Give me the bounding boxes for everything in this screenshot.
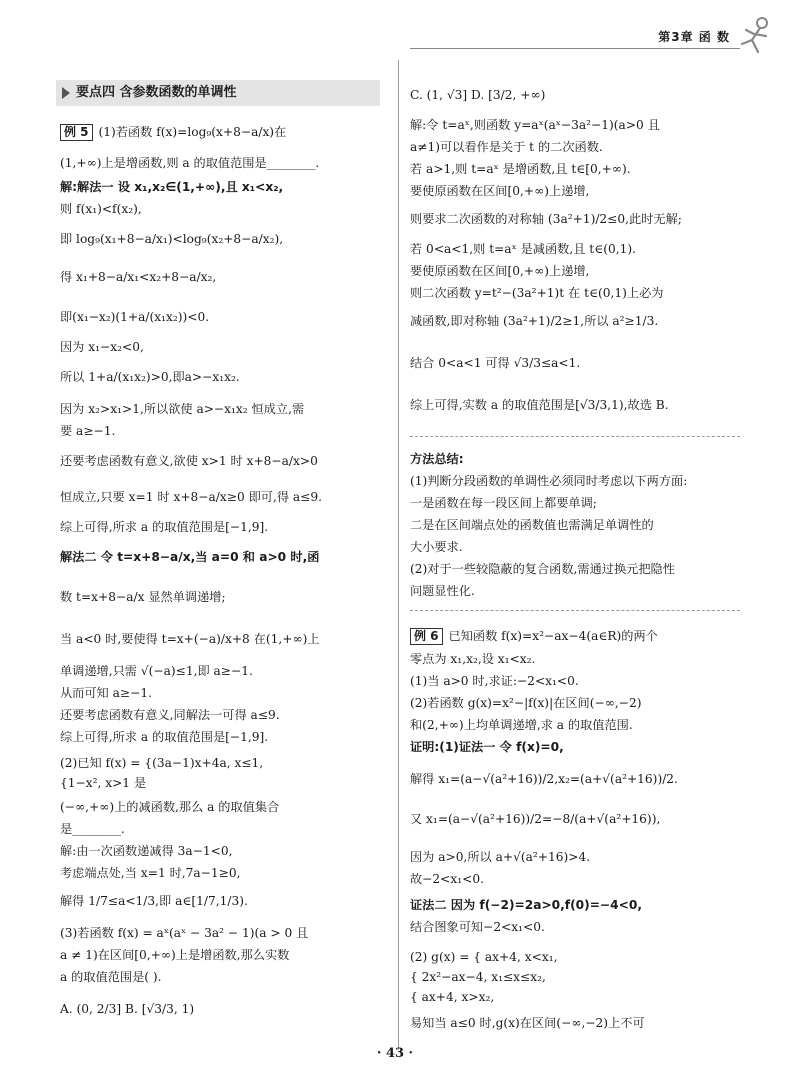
text-line: 若 0<a<1,则 t=aˣ 是减函数,且 t∈(0,1). (410, 242, 636, 256)
page-number: · 43 · (376, 1046, 414, 1061)
text-line: 得 x₁+8−a/x₁<x₂+8−a/x₂, (60, 270, 217, 284)
text-line: (1)若函数 f(x)=log₉(x+8−a/x)在 (98, 125, 287, 139)
text-line: 因为 a>0,所以 a+√(a²+16)>4. (410, 850, 591, 864)
section-header (56, 80, 380, 106)
text-line: 则 f(x₁)<f(x₂), (60, 202, 142, 216)
text-line: 已知函数 f(x)=x²−ax−4(a∈R)的两个 (448, 629, 658, 643)
text-line: 综上可得,实数 a 的取值范围是[√3/3,1),故选 B. (410, 398, 669, 412)
text-line: 证明:(1)证法一 令 f(x)=0, (410, 740, 564, 754)
text-line: (1)当 a>0 时,求证:−2<x₁<0. (410, 674, 579, 688)
example-5-line (60, 124, 286, 141)
text-line: 因为 x₂>x₁>1,所以欲使 a>−x₁x₂ 恒成立,需 (60, 402, 305, 416)
example-5-label: 例 5 (60, 124, 93, 141)
text-line: 减函数,即对称轴 (3a²+1)/2≥1,所以 a²≥1/3. (410, 314, 659, 328)
method-line: 问题显性化. (410, 584, 475, 598)
text-line: C. (1, √3] D. [3/2, +∞) (410, 88, 546, 102)
text-line: 要 a≥−1. (60, 424, 116, 438)
text-line: 要使原函数在区间[0,+∞)上递增, (410, 184, 590, 198)
text-line: 考虑端点处,当 x=1 时,7a−1≥0, (60, 866, 241, 880)
text-line: a≠1)可以看作是关于 t 的二次函数. (410, 140, 603, 154)
text-line: 又 x₁=(a−√(a²+16))/2=−8/(a+√(a²+16)), (410, 812, 661, 826)
text-line: 当 a<0 时,要使得 t=x+(−a)/x+8 在(1,+∞)上 (60, 632, 320, 646)
text-line: 数 t=x+8−a/x 显然单调递增; (60, 590, 226, 604)
header-rule (410, 48, 740, 49)
text-line: 要使原函数在区间[0,+∞)上递增, (410, 264, 590, 278)
text-line: { ax+4, x>x₂, (410, 990, 495, 1004)
text-line: 即 log₉(x₁+8−a/x₁)<log₉(x₂+8−a/x₂), (60, 232, 284, 246)
text-line: 还要考虑函数有意义,同解法一可得 a≤9. (60, 708, 280, 722)
method-line: 一是函数在每一段区间上都要单调; (410, 496, 597, 510)
text-line: 解法二 令 t=x+8−a/x,当 a=0 和 a>0 时,函 (60, 550, 320, 564)
text-line: 和(2,+∞)上均单调递增,求 a 的取值范围. (410, 718, 633, 732)
method-title: 方法总结: (410, 452, 464, 466)
column-divider (398, 60, 399, 1050)
text-line: { 2x²−ax−4, x₁≤x≤x₂, (410, 970, 546, 984)
dashed-divider (410, 436, 740, 437)
text-line: 因为 x₁−x₂<0, (60, 340, 144, 354)
text-line: {1−x², x>1 是 (60, 776, 147, 790)
text-line: (−∞,+∞)上的减函数,那么 a 的取值集合 (60, 800, 280, 814)
text-line: (1,+∞)上是增函数,则 a 的取值范围是________. (60, 156, 320, 170)
text-line: 还要考虑函数有意义,欲使 x>1 时 x+8−a/x>0 (60, 454, 318, 468)
chapter-header: 第3章 函 数 (658, 30, 730, 44)
text-line: 解得 x₁=(a−√(a²+16))/2,x₂=(a+√(a²+16))/2. (410, 772, 678, 786)
text-line: (2) g(x) = { ax+4, x<x₁, (410, 950, 558, 964)
text-line: 若 a>1,则 t=aˣ 是增函数,且 t∈[0,+∞). (410, 162, 631, 176)
triangle-icon (62, 87, 70, 99)
text-line: A. (0, 2/3] B. [√3/3, 1) (60, 1002, 195, 1016)
text-line: 解得 1/7≤a<1/3,即 a∈[1/7,1/3). (60, 894, 248, 908)
text-line: 结合图象可知−2<x₁<0. (410, 920, 545, 934)
text-line: a ≠ 1)在区间[0,+∞)上是增函数,那么实数 (60, 948, 290, 962)
text-line: 则要求二次函数的对称轴 (3a²+1)/2≤0,此时无解; (410, 212, 682, 226)
text-line: 零点为 x₁,x₂,设 x₁<x₂. (410, 652, 536, 666)
text-line: 解:解法一 设 x₁,x₂∈(1,+∞),且 x₁<x₂, (60, 180, 284, 194)
text-line: 是________. (60, 822, 125, 836)
section-title: 要点四 含参数函数的单调性 (76, 85, 237, 100)
text-line: (2)已知 f(x) = {(3a−1)x+4a, x≤1, (60, 756, 264, 770)
method-line: (1)判断分段函数的单调性必须同时考虑以下两方面: (410, 474, 688, 488)
text-line: 易知当 a≤0 时,g(x)在区间(−∞,−2)上不可 (410, 1016, 645, 1030)
method-line: (2)对于一些较隐蔽的复合函数,需通过换元把隐性 (410, 562, 675, 576)
example-6-line (410, 628, 658, 645)
text-line: 解:令 t=aˣ,则函数 y=aˣ(aˣ−3a²−1)(a>0 且 (410, 118, 660, 132)
text-line: 从而可知 a≥−1. (60, 686, 152, 700)
text-line: 综上可得,所求 a 的取值范围是[−1,9]. (60, 730, 269, 744)
text-line: 恒成立,只要 x=1 时 x+8−a/x≥0 即可,得 a≤9. (60, 490, 323, 504)
method-line: 大小要求. (410, 540, 463, 554)
text-line: 故−2<x₁<0. (410, 872, 484, 886)
runner-logo-icon (732, 14, 776, 58)
text-line: 单调递增,只需 √(−a)≤1,即 a≥−1. (60, 664, 253, 678)
text-line: 结合 0<a<1 可得 √3/3≤a<1. (410, 356, 581, 370)
text-line: a 的取值范围是( ). (60, 970, 162, 984)
text-line: 则二次函数 y=t²−(3a²+1)t 在 t∈(0,1)上必为 (410, 286, 664, 300)
text-line: 所以 1+a/(x₁x₂)>0,即a>−x₁x₂. (60, 370, 240, 384)
example-6-label: 例 6 (410, 628, 443, 645)
text-line: (2)若函数 g(x)=x²−|f(x)|在区间(−∞,−2) (410, 696, 642, 710)
method-line: 二是在区间端点处的函数值也需满足单调性的 (410, 518, 654, 532)
text-line: 解:由一次函数递减得 3a−1<0, (60, 844, 233, 858)
text-line: 即(x₁−x₂)(1+a/(x₁x₂))<0. (60, 310, 210, 324)
text-line: 综上可得,所求 a 的取值范围是[−1,9]. (60, 520, 269, 534)
text-line: (3)若函数 f(x) = aˣ(aˣ − 3a² − 1)(a > 0 且 (60, 926, 309, 940)
text-line: 证法二 因为 f(−2)=2a>0,f(0)=−4<0, (410, 898, 642, 912)
dashed-divider (410, 610, 740, 611)
